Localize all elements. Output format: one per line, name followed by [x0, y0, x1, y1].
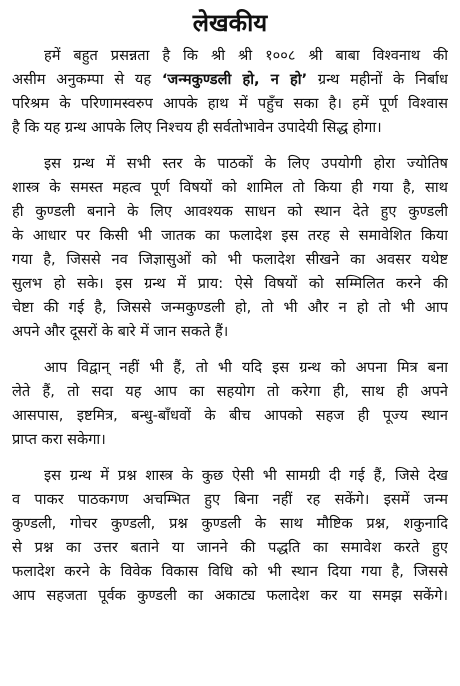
text-line: ही कुण्डली बनाने के लिए आवश्यक साधन को स्थान देते हुए कुण्डली	[12, 203, 448, 220]
text-segment: असीम अनुकम्पा से यह	[12, 71, 162, 88]
text-line: आसपास, इष्टमित्र, बन्धु-बाँधवों के बीच आपको सहज ही पूज्य स्थान	[12, 407, 448, 424]
text-line: हमें बहुत प्रसन्नता है कि श्री श्री १००८ श्री बाबा विश्वनाथ की	[44, 47, 448, 64]
text-line: व पाकर पाठकगण अचम्भित हुए बिना नहीं रह सकेंगे। इसमें जन्म	[12, 491, 448, 508]
text-line: प्राप्त करा सकेगा।	[12, 431, 106, 448]
paragraph-4	[12, 464, 448, 608]
text-line: कुण्डली, गोचर कुण्डली, प्रश्न कुण्डली के साथ मौष्टिक प्रश्न, शकुनादि	[12, 515, 448, 532]
book-title-emphasis: ‘जन्मकुण्डली हो, न हो’	[161, 71, 308, 88]
paragraph-1	[12, 44, 448, 140]
text-line: इस ग्रन्थ में प्रश्न शास्त्र के कुछ ऐसी भी सामग्री दी गई हैं, जिसे देख	[44, 467, 448, 484]
page-title: लेखकीय	[192, 9, 268, 37]
paragraph-3	[12, 356, 448, 452]
text-line: फलादेश करने के विवेक विकास विधि को भी स्थान दिया गया है, जिससे	[12, 563, 448, 580]
text-line: अपने और दूसरों के बारे में जान सकते हैं।	[12, 323, 229, 340]
text-line: चेष्टा की गई है, जिससे जन्मकुण्डली हो, तो भी और न हो तो भी आप	[12, 299, 448, 316]
text-line: है कि यह ग्रन्थ आपके लिए निश्चय ही सर्वतोभावेन उपादेयी सिद्ध होगा।	[12, 119, 382, 136]
text-line: गया है, जिससे नव जिज्ञासुओं को भी फलादेश सीखने का अवसर यथेष्ट	[12, 251, 448, 268]
text-line: सुलभ हो सके। इस ग्रन्थ में प्राय: ऐसे विषयों को सम्मिलित करने की	[12, 275, 448, 292]
text-segment: ग्रन्थ महीनों के निर्बाध	[307, 71, 448, 88]
text-line: परिश्रम के परिणामस्वरुप आपके हाथ में पहुँच सका है। हमें पूर्ण विश्वास	[12, 95, 448, 112]
text-line: आप विद्वान् नहीं भी हैं, तो भी यदि इस ग्रन्थ को अपना मित्र बना	[44, 359, 448, 376]
text-line: के आधार पर किसी भी जातक का फलादेश इस तरह से समावेशित किया	[12, 227, 448, 244]
text-line: से प्रश्न का उत्तर बताने या जानने की पद्धति का समावेश करते हुए	[12, 539, 448, 556]
text-line: आप सहजता पूर्वक कुण्डली का अकाट्य फलादेश कर या समझ सकेंगे।	[12, 587, 448, 604]
text-line: लेते हैं, तो सदा यह आप का सहयोग तो करेगा ही, साथ ही अपने	[12, 383, 448, 400]
text-line: इस ग्रन्थ में सभी स्तर के पाठकों के लिए उपयोगी होरा ज्योतिष	[44, 155, 448, 172]
text-line: शास्त्र के समस्त महत्व पूर्ण विषयों को शामिल तो किया ही गया है, साथ	[12, 179, 448, 196]
paragraph-2	[12, 152, 448, 344]
text-line	[12, 68, 448, 92]
